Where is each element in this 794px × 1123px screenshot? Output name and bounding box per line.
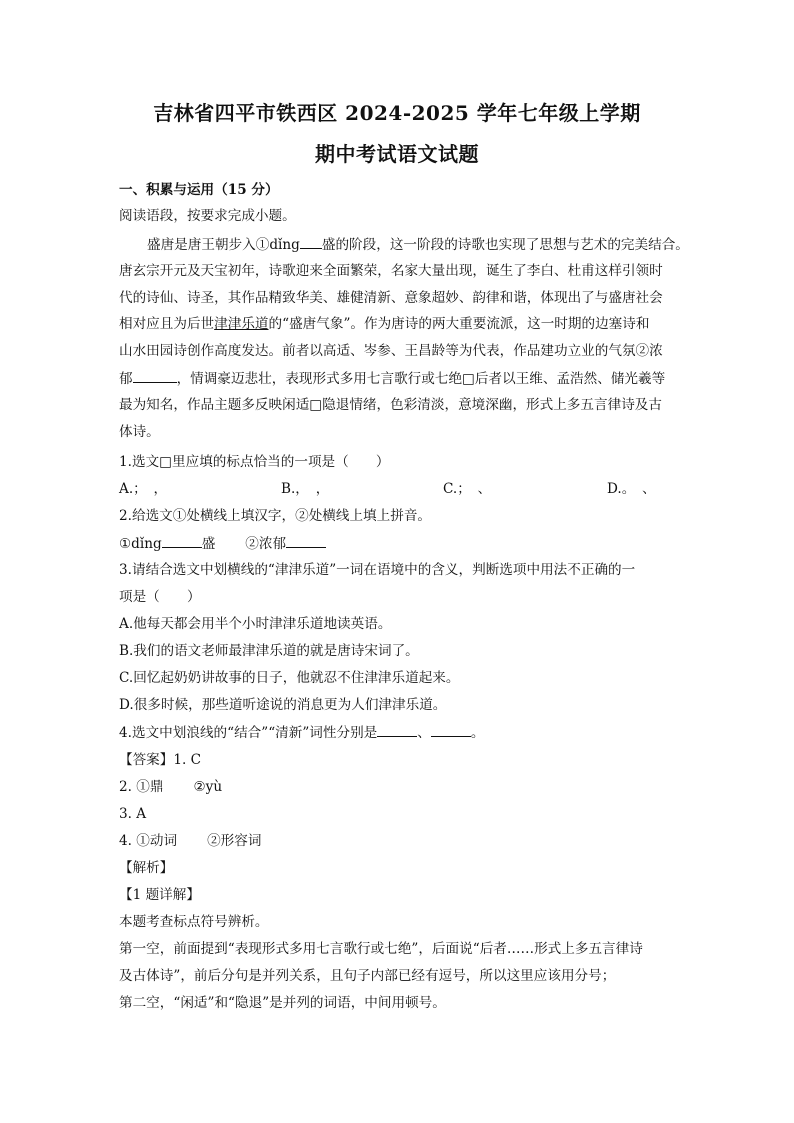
blank-4a	[377, 722, 417, 737]
answer-label: 【答案】1. C	[119, 752, 202, 768]
analysis-paragraph-3: 第二空，“闲适”和“隐退”是并列的词语，中间用顿号。	[119, 995, 446, 1011]
question-3-option-b: B.我们的语文老师最津津乐道的就是唐诗宋词了。	[119, 643, 419, 659]
blank-1	[300, 234, 322, 249]
blank-2a	[162, 533, 202, 548]
passage-line-2: 唐玄宗开元及天宝初年，诗歌迎来全面繁荣，名家大量出现，诞生了李白、杜甫这样引领时	[119, 263, 663, 279]
passage-line-8: 体诗。	[119, 424, 160, 440]
question-2-stem: 2.给选文①处横线上填汉字，②处横线上填上拼音。	[119, 508, 432, 524]
answer-4: 4. ①动词 ②形容词	[119, 833, 262, 849]
analysis-detail-label: 【1 题详解】	[119, 887, 200, 903]
passage-line-3: 代的诗仙、诗圣，其作品精致华美、雄健清新、意象超妙、韵律和谐，体现出了与盛唐社会	[119, 290, 663, 306]
question-3-option-d: D.很多时候，那些道听途说的消息更为人们津津乐道。	[119, 697, 447, 713]
question-1-stem: 1.选文□里应填的标点恰当的一项是（ ）	[119, 454, 390, 470]
analysis-label: 【解析】	[119, 860, 174, 876]
option-b: B.， ，	[281, 481, 330, 497]
document-title: 吉林省四平市铁西区 2024-2025 学年七年级上学期	[153, 101, 641, 125]
question-4-stem: 4.选文中划浪线的“结合”“清新”词性分别是 、 。	[119, 722, 689, 743]
passage-line-1: 盛唐是唐王朝步入①dǐng 盛的阶段，这一阶段的诗歌也实现了思想与艺术的完美结合。	[147, 234, 689, 255]
option-c: C.； 、	[443, 481, 492, 497]
passage-line-4: 相对应且为后世津津乐道的“盛唐气象”。作为唐诗的两大重要流派，这一时期的边塞诗和	[119, 316, 650, 332]
section-heading: 一、积累与运用（15 分）	[119, 182, 279, 198]
document-subtitle: 期中考试语文试题	[315, 142, 479, 166]
option-a: A.； ，	[119, 481, 168, 497]
section-instruction: 阅读语段，按要求完成小题。	[119, 208, 296, 224]
question-3-option-a: A.他每天都会用半个小时津津乐道地读英语。	[119, 616, 392, 632]
passage-line-5: 山水田园诗创作高度发达。前者以高适、岑参、王昌龄等为代表，作品建功立业的气氛②浓	[119, 343, 663, 359]
passage-line-6: 郁 ，情调豪迈悲壮，表现形式多用七言歌行或七绝□后者以王维、孟浩然、储光羲等	[119, 368, 689, 389]
analysis-paragraph-2a: 第一空，前面提到“表现形式多用七言歌行或七绝”，后面说“后者……形式上多五言律诗	[119, 941, 643, 957]
answer-3: 3. A	[119, 806, 147, 822]
blank-4b	[431, 722, 471, 737]
blank-2b	[286, 533, 326, 548]
underlined-term: 津津乐道	[214, 316, 269, 332]
analysis-paragraph-2b: 及古体诗”，前后分句是并列关系，且句子内部已经有逗号，所以这里应该用分号；	[119, 968, 616, 984]
blank-2	[133, 368, 177, 383]
question-3-option-c: C.回忆起奶奶讲故事的日子，他就忍不住津津乐道起来。	[119, 670, 460, 686]
answer-2: 2. ①鼎 ②yù	[119, 779, 223, 795]
option-d: D.。 、	[607, 481, 656, 497]
question-3-stem-2: 项是（ ）	[119, 589, 201, 605]
question-2-blanks: ①dǐng 盛 ②浓郁	[119, 533, 689, 554]
question-3-stem-1: 3.请结合选文中划横线的“津津乐道”一词在语境中的含义，判断选项中用法不正确的一	[119, 562, 636, 578]
analysis-paragraph-1: 本题考查标点符号辨析。	[119, 914, 269, 930]
passage-line-7: 最为知名，作品主题多反映闲适□隐退情绪，色彩清淡，意境深幽，形式上多五言律诗及古	[119, 397, 662, 413]
